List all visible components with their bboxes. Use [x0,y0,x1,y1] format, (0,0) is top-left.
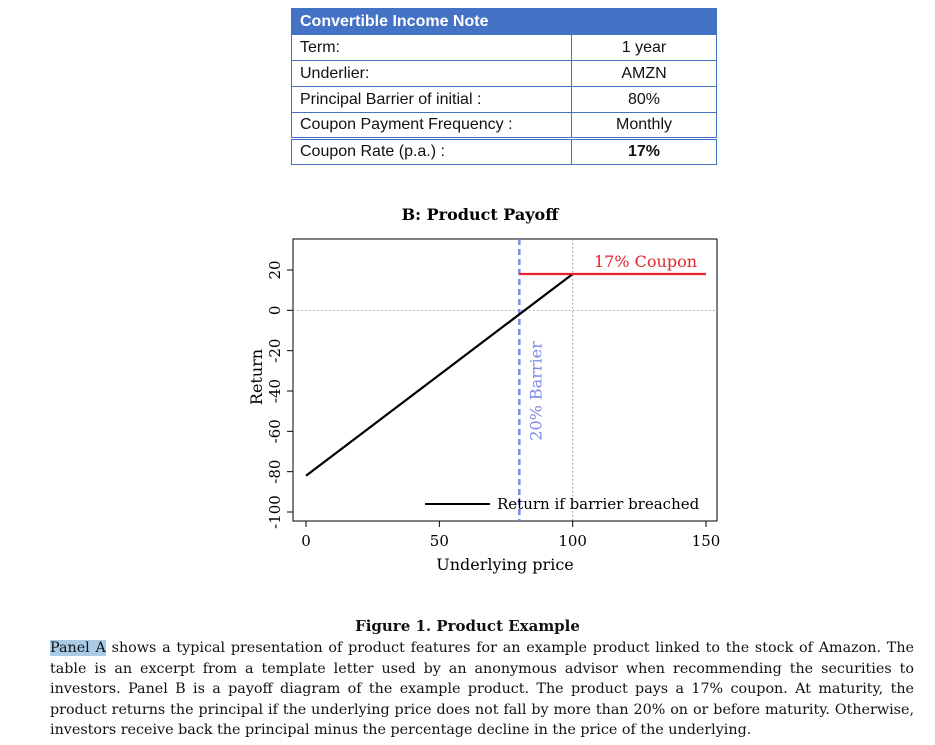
y-axis-ticks [266,260,293,528]
y-tick-label: -100 [266,495,284,529]
reference-lines [293,239,717,521]
row-label: Underlier: [292,61,572,87]
x-tick-label: 0 [301,532,311,550]
row-value: 80% [572,87,717,113]
row-label: Coupon Payment Frequency : [292,113,572,139]
row-value: AMZN [572,61,717,87]
product-feature-table [291,8,717,165]
barrier-annotation: 20% Barrier [526,341,546,441]
legend [425,495,700,513]
x-tick-label: 150 [691,532,721,550]
row-label: Principal Barrier of initial : [292,87,572,113]
table-row [292,87,717,113]
caption-body: shows a typical presentation of product features for an example product linked to the stock of Amazon. The table is an excerpt from a template letter used by an anonymous advisor when recommending the securities to investors. Panel B is a payoff diagram of the example product. The product pays a 17% coupon. At maturity, the product returns the principal if the underlying price does not fall by more than 20% on or before maturity. Otherwise, investors receive back the principal minus the percentage decline in the price of the underlying. [50,640,914,739]
x-axis-ticks [301,521,720,550]
table-row [292,113,717,139]
plot-frame [293,239,717,521]
y-tick-label: -20 [266,338,284,363]
figure-title: Figure 1. Product Example [355,617,580,635]
y-tick-label: -40 [266,378,284,404]
coupon-annotation: 17% Coupon [594,252,698,272]
legend-label: Return if barrier breached [497,495,700,513]
y-tick-label: -60 [266,419,284,444]
table-row [292,139,717,165]
highlighted-text: Panel A [50,640,106,656]
row-label: Term: [292,35,572,61]
series-lines [306,274,706,476]
row-label: Coupon Rate (p.a.) : [292,139,572,165]
table-title: Convertible Income Note [292,9,717,35]
y-axis-label: Return [247,348,266,406]
figure-caption [50,638,914,741]
table-row [292,61,717,87]
payoff-chart [0,195,935,600]
x-tick-label: 50 [429,532,449,550]
x-tick-label: 100 [558,532,587,550]
y-tick-label: 0 [266,305,284,316]
row-value: 17% [572,139,717,165]
y-tick-label: 20 [266,260,284,280]
row-value: 1 year [572,35,717,61]
annotations [526,252,697,441]
y-tick-label: -80 [266,459,284,484]
row-value: Monthly [572,113,717,139]
chart-title: B: Product Payoff [401,205,559,224]
x-axis-label: Underlying price [436,555,574,574]
table-row [292,35,717,61]
